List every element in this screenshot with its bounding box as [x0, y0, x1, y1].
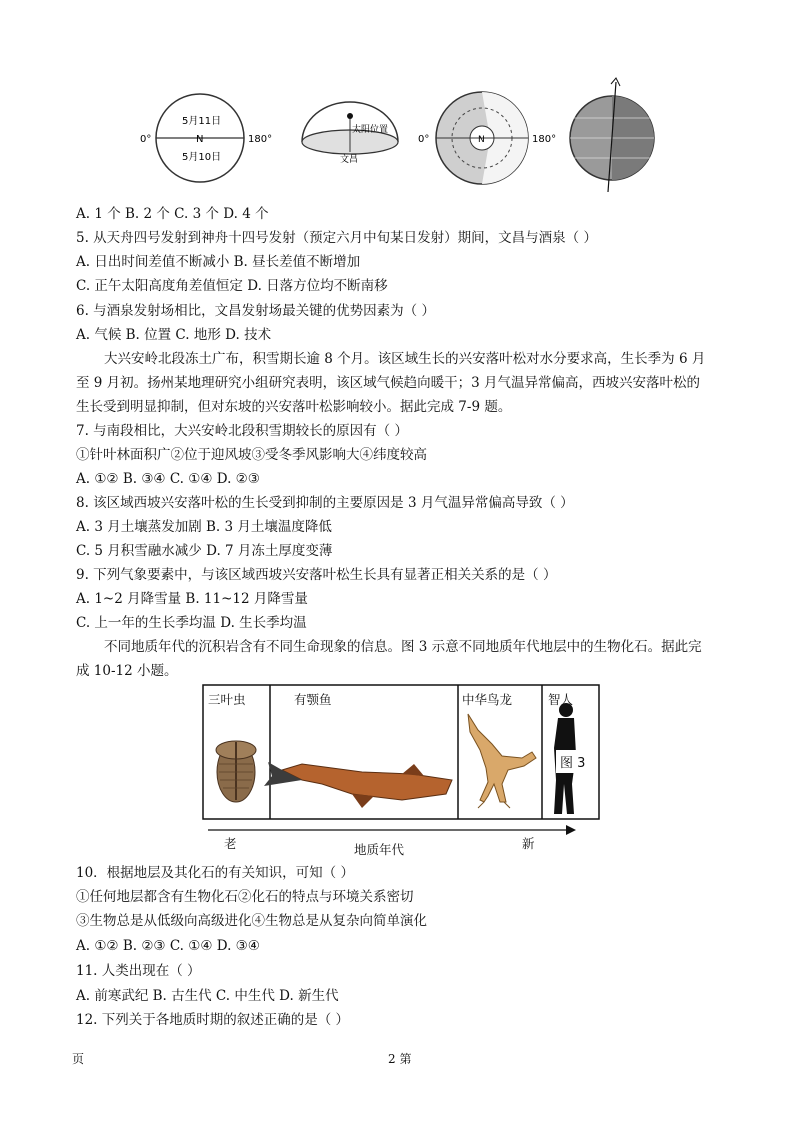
q9-options-ab: A. 1~2 月降雪量 B. 11~12 月降雪量 — [76, 591, 308, 607]
q11-options: A. 前寒武纪 B. 古生代 C. 中生代 D. 新生代 — [76, 988, 339, 1004]
passage2-line2: 成 10-12 小题。 — [76, 663, 178, 679]
fig2-sun-label: 太阳位置 — [352, 125, 389, 135]
q5-options-ab: A. 日出时间差值不断减小 B. 昼长差值不断增加 — [76, 254, 361, 270]
q9-stem: 9. 下列气象要素中，与该区域西坡兴安落叶松生长具有显著正相关关系的是（ ） — [76, 567, 557, 583]
footer-page-number: 2 第 — [388, 1052, 412, 1066]
fig2-site-label: 文昌 — [340, 155, 359, 165]
footer-left: 页 — [72, 1052, 85, 1066]
passage1-line3: 生长受到明显抑制，但对东坡的兴安落叶松影响较小。据此完成 7-9 题。 — [76, 399, 512, 415]
q7-items: ①针叶林面积广②位于迎风坡③受冬季风影响大④纬度较高 — [76, 447, 427, 463]
passage1-line1: 大兴安岭北段冻土广布，积雪期长逾 8 个月。该区域生长的兴安落叶松对水分要求高，生长季为 6 月 — [104, 351, 706, 367]
fossil-figure — [202, 684, 602, 857]
q10-items-12: ①任何地层都含有生物化石②化石的特点与环境关系密切 — [76, 889, 414, 905]
axis-label-new: 新 — [522, 836, 535, 851]
q10-options: A. ①② B. ②③ C. ①④ D. ③④ — [76, 938, 260, 954]
fig3-right-label: 180° — [532, 134, 557, 145]
polar-daynight-figure — [418, 92, 556, 184]
panel-label-homo-sapiens: 智人 — [548, 692, 574, 707]
top-figures — [130, 76, 670, 196]
fig1-right-label: 180° — [248, 134, 273, 145]
q6-options: A. 气候 B. 位置 C. 地形 D. 技术 — [76, 327, 272, 343]
q10-items-34: ③生物总是从低级向高级进化④生物总是从复杂向简单演化 — [76, 913, 427, 929]
q8-stem: 8. 该区域西坡兴安落叶松的生长受到抑制的主要原因是 3 月气温异常偏高导致（ ） — [76, 495, 574, 511]
q12-stem: 12. 下列关于各地质时期的叙述正确的是（ ） — [76, 1012, 350, 1028]
q10-stem: 10．根据地层及其化石的有关知识，可知（ ） — [76, 865, 354, 881]
q7-stem: 7. 与南段相比，大兴安岭北段积雪期较长的原因有（ ） — [76, 423, 408, 439]
q5-stem: 5. 从天舟四号发射到神舟十四号发射（预定六月中旬某日发射）期间，文昌与酒泉（ ） — [76, 230, 597, 246]
passage1-line2: 至 9 月初。扬州某地理研究小组研究表明，该区域气候趋向暖干；3 月气温异常偏高，西坡兴安落叶松的 — [76, 375, 701, 391]
q5-options-cd: C. 正午太阳高度角差值恒定 D. 日落方位均不断南移 — [76, 278, 388, 294]
passage2-line1: 不同地质年代的沉积岩含有不同生命现象的信息。图 3 示意不同地质年代地层中的生物化石。据此完 — [104, 639, 702, 655]
q8-options-cd: C. 5 月积雪融水减少 D. 7 月冻土厚度变薄 — [76, 543, 333, 559]
fig1-center-label: N — [196, 134, 204, 145]
fig3-center-label: N — [478, 135, 485, 145]
q8-options-ab: A. 3 月土壤蒸发加剧 B. 3 月土壤温度降低 — [76, 519, 332, 535]
panel-label-jawed-fish: 有颚鱼 — [294, 692, 332, 707]
q6-stem: 6. 与酒泉发射场相比，文昌发射场最关键的优势因素为（ ） — [76, 303, 435, 319]
q11-stem: 11. 人类出现在（ ） — [76, 963, 201, 979]
fig1-top-label: 5月11日 — [182, 116, 222, 127]
trilobite-illustration — [216, 741, 256, 802]
panel-label-trilobite: 三叶虫 — [208, 692, 246, 707]
q4-options: A. 1 个 B. 2 个 C. 3 个 D. 4 个 — [76, 206, 269, 222]
fig1-bottom-label: 5月10日 — [182, 152, 222, 163]
axis-label-geologic-time: 地质年代 — [354, 842, 405, 857]
tilted-globe-figure — [570, 78, 654, 192]
axis-label-old: 老 — [224, 836, 237, 851]
fig3-left-label: 0° — [418, 134, 430, 145]
hemisphere-figure — [302, 102, 398, 165]
fig1-left-label: 0° — [140, 134, 152, 145]
q9-options-cd: C. 上一年的生长季均温 D. 生长季均温 — [76, 615, 307, 631]
q7-options: A. ①② B. ③④ C. ①④ D. ②③ — [76, 471, 260, 487]
figure-caption: 图 3 — [556, 750, 589, 773]
panel-label-sinosauropteryx: 中华鸟龙 — [462, 692, 513, 707]
globe-date-figure — [140, 94, 272, 182]
